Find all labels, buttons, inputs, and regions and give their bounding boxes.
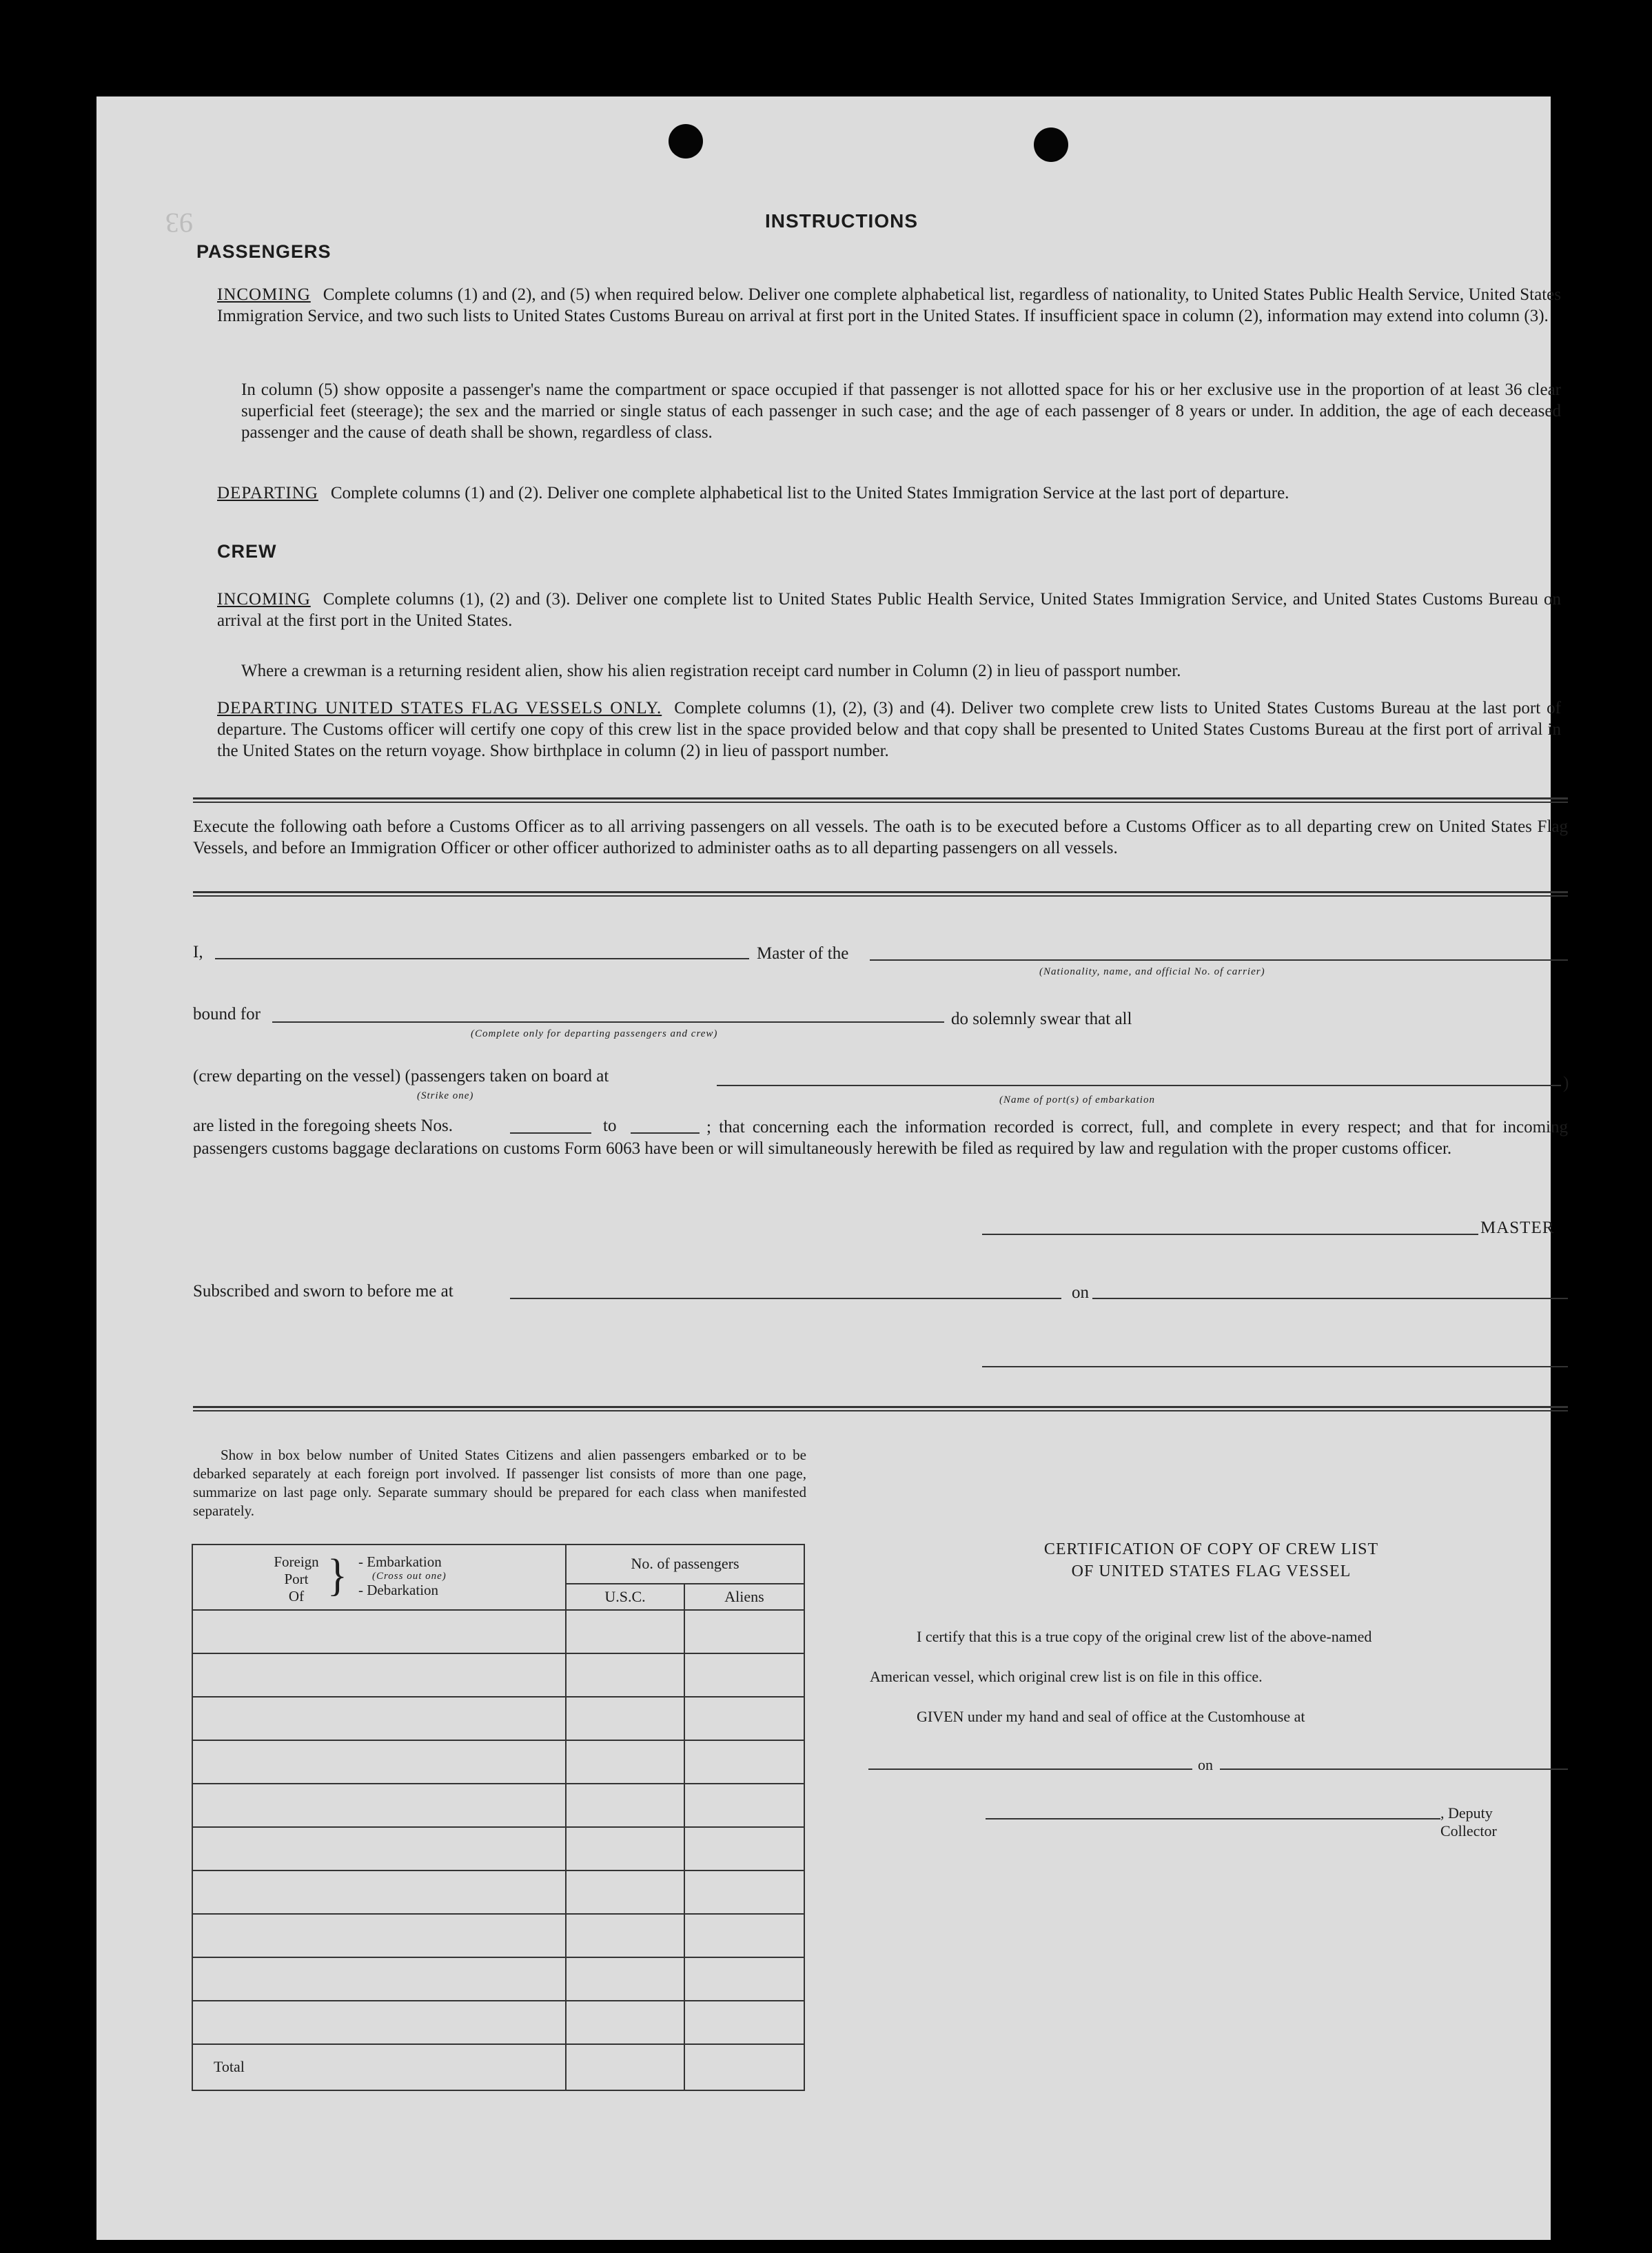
- passenger-summary-table: [192, 1544, 805, 2091]
- swear-label: do solemnly swear that all: [951, 1010, 1132, 1028]
- passengers-incoming-text: Complete columns (1) and (2), and (5) when required below. Deliver one complete alphabetical list, regardless of nationality, to United States Public Health Service, United States Immigration Service, and two such lists to United States Customs Bureau on arrival at first port in the United States. If insufficient space in column (2), information may extend into column (3).: [217, 285, 1561, 325]
- oath-intro-paragraph: Execute the following oath before a Customs Officer as to all arriving passengers on all vessels. The oath is to be executed before a Customs Officer as to all departing crew on United States Flag Vessels, and before an Immigration Officer or other officer authorized to administer oaths as to all departing passengers on all vessels.: [193, 817, 1568, 857]
- table-row: [192, 1740, 804, 1784]
- crew-departing-text: Complete columns (1), (2), (3) and (4). Deliver two complete crew lists to United States Customs Bureau at the last port of departure. The Customs officer will certify one copy of this crew list in the space provided below and that copy shall be presented to United States Customs Bureau at the first port of arrival in the United States on the return voyage. Show birthplace in column (2) in lieu of passport number.: [217, 699, 1561, 760]
- port-label: Port: [284, 1571, 309, 1587]
- aliens-header: Aliens: [684, 1584, 804, 1610]
- total-row: [192, 2044, 804, 2090]
- embarkation-option[interactable]: - Embarkation: [358, 1553, 442, 1570]
- crew-departing-option[interactable]: (crew departing on the vessel): [193, 1067, 401, 1085]
- deputy-collector-label: , Deputy Collector: [1440, 1804, 1497, 1839]
- carrier-field[interactable]: [870, 959, 1568, 961]
- of-label: Of: [288, 1588, 305, 1604]
- passengers-incoming-paragraph: [217, 284, 1561, 327]
- strike-one-note: (Strike one): [417, 1090, 474, 1101]
- foreign-label: Foreign: [274, 1553, 319, 1570]
- certification-title: [955, 1538, 1468, 1582]
- bound-for-label: bound for: [193, 1005, 261, 1023]
- crew-resident-paragraph: Where a crewman is a returning resident alien, show his alien registration receipt card number in Column (2) in lieu of passport number.: [241, 662, 1181, 680]
- oath-i-label: I,: [193, 943, 203, 961]
- given-text: GIVEN under my hand and seal of office at the Customhouse at: [917, 1708, 1305, 1725]
- cross-out-note: (Cross out one): [372, 1571, 447, 1582]
- embarkation-port-field[interactable]: [717, 1085, 1561, 1086]
- no-passengers-header: No. of passengers: [566, 1545, 804, 1584]
- certification-title-2: OF UNITED STATES FLAG VESSEL: [1071, 1562, 1352, 1580]
- table-row: [192, 1827, 804, 1870]
- passengers-departing-paragraph: [217, 482, 1561, 504]
- master-name-field[interactable]: [215, 958, 749, 959]
- certification-title-1: CERTIFICATION OF COPY OF CREW LIST: [1043, 1540, 1379, 1558]
- passengers-taken-option[interactable]: (passengers taken on board at: [405, 1067, 609, 1085]
- bound-for-field[interactable]: [272, 1021, 944, 1023]
- deputy-signature-field[interactable]: [986, 1818, 1440, 1819]
- crew-incoming-text: Complete columns (1), (2) and (3). Deliver one complete list to United States Public Health Service, United States Immigration Service, and United States Customs Bureau on arrival at the first port in the United States.: [217, 590, 1561, 630]
- crew-incoming-paragraph: [217, 589, 1561, 631]
- vessel-text: American vessel, which original crew list is on file in this office.: [870, 1668, 1263, 1685]
- passengers-column5-paragraph: In column (5) show opposite a passenger's name the compartment or space occupied if that passenger is not allotted space for his or her exclusive use in the proportion of at least 36 clear superficial feet (steerage); the sex and the married or single status of each passenger in such case; and the age of each passenger of 8 years or under. In addition, the age of each deceased passenger and the cause of death shall be shown, regardless of class.: [241, 380, 1561, 442]
- oath-certification-text: [193, 1117, 1568, 1159]
- certification-date-field[interactable]: [1220, 1768, 1568, 1770]
- passengers-heading: PASSENGERS: [196, 241, 332, 262]
- total-label: Total: [192, 2044, 566, 2090]
- table-row: [192, 1957, 804, 2001]
- crew-departing-lead: DEPARTING UNITED STATES FLAG VESSELS ONLY.: [217, 699, 662, 717]
- table-row: [192, 1697, 804, 1740]
- embarkation-port-note: (Name of port(s) of embarkation: [999, 1094, 1155, 1105]
- bound-for-note: (Complete only for departing passengers and crew): [471, 1028, 718, 1039]
- brace-glyph: }: [327, 1549, 347, 1600]
- table-row: [192, 1870, 804, 1914]
- subscribed-on-label: on: [1072, 1283, 1089, 1302]
- sheets-to-label: to: [603, 1117, 617, 1135]
- instructions-title: INSTRUCTIONS: [765, 210, 918, 232]
- punch-hole-right: [1034, 128, 1068, 162]
- subscribed-place-field[interactable]: [510, 1298, 1061, 1299]
- master-of-the-label: Master of the: [757, 944, 849, 963]
- close-paren: ): [1563, 1074, 1569, 1092]
- officer-signature-field[interactable]: [982, 1366, 1568, 1367]
- foreign-port-header: [192, 1545, 566, 1610]
- table-row: [192, 2001, 804, 2044]
- table-row: [192, 1610, 804, 1653]
- oath-certification-bound: ; that concerning each the information recorded is correct, full, and complete in every respect; and that for incoming passengers customs baggage declarations on customs Form 6063 have been or will simultaneously herewith be filed as required by law and regulation with the proper customs officer.: [193, 1118, 1568, 1158]
- table-row: [192, 1914, 804, 1957]
- usc-header: U.S.C.: [566, 1584, 684, 1610]
- certify-text: I certify that this is a true copy of the original crew list of the above-named: [917, 1628, 1372, 1645]
- crew-departing-paragraph: [217, 697, 1561, 762]
- subscribed-date-field[interactable]: [1092, 1298, 1568, 1299]
- master-signature-field[interactable]: [982, 1234, 1478, 1235]
- punch-hole-left: [669, 124, 703, 159]
- table-row: [192, 1653, 804, 1697]
- crew-incoming-lead: INCOMING: [217, 590, 311, 609]
- divider-bottom: [193, 1406, 1568, 1411]
- crew-heading: CREW: [217, 541, 277, 562]
- master-label: MASTER: [1480, 1219, 1555, 1237]
- debarkation-option[interactable]: - Debarkation: [358, 1582, 439, 1598]
- table-row: [192, 1784, 804, 1827]
- carrier-note: (Nationality, name, and official No. of carrier): [1039, 966, 1265, 977]
- form-sheet: [96, 96, 1569, 2240]
- customhouse-field[interactable]: [868, 1768, 1192, 1770]
- certification-on-label: on: [1198, 1756, 1213, 1773]
- passengers-incoming-lead: INCOMING: [217, 285, 311, 304]
- sheets-label-a: are listed in the foregoing sheets Nos.: [193, 1117, 453, 1135]
- divider-oath: [193, 891, 1568, 897]
- passengers-departing-text: Complete columns (1) and (2). Deliver one complete alphabetical list to the United States Immigration Service at the last port of departure.: [330, 484, 1289, 502]
- summary-note: Show in box below number of United States Citizens and alien passengers embarked or to be debarked separately at each foreign port involved. If passenger list consists of more than one page, summarize on last page only. Separate summary should be prepared for each class when manifested separately.: [193, 1447, 806, 1519]
- divider-top: [193, 797, 1568, 803]
- margin-number: 93: [165, 207, 193, 238]
- passengers-departing-lead: DEPARTING: [217, 484, 318, 502]
- subscribed-label: Subscribed and sworn to before me at: [193, 1282, 453, 1301]
- oath-line3: [193, 1067, 609, 1086]
